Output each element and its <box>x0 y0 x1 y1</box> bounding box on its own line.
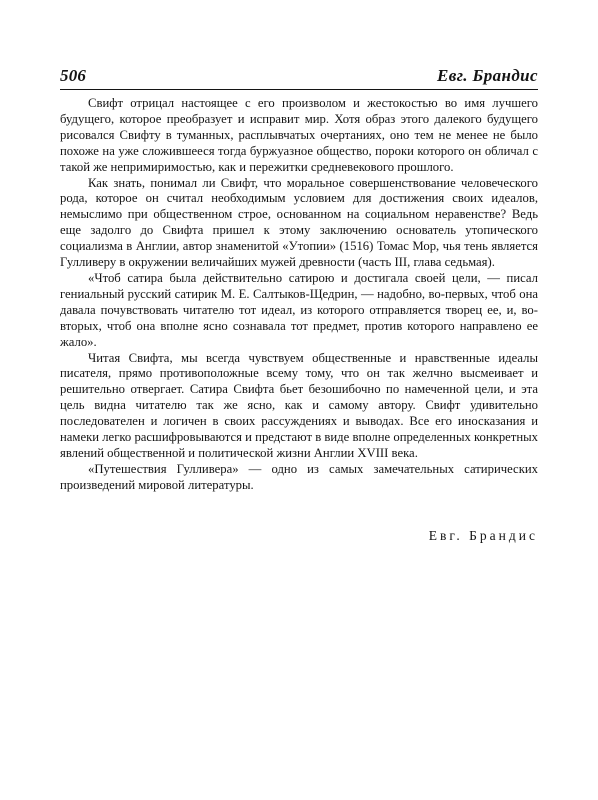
author-signature: Евг. Брандис <box>428 528 538 543</box>
paragraph-2: Как знать, понимал ли Свифт, что моральное совершенствование человеческого рода, которое он считал необходимым условием для достижения своих идеалов, немыслимо при общественном строе, основанном на социальном неравенстве? Ведь еще задолго до Свифта пришел к этому заключению основатель утопического социализма в Англии, автор знаменитой «Утопии» (1516) Томас Мор, чья тень является Гулливеру в окружении величайших мужей древности (часть III, глава седьмая). <box>60 175 538 270</box>
running-head: Евг. Брандис <box>437 66 538 85</box>
paragraph-1: Свифт отрицал настоящее с его произволом и жестокостью во имя лучшего будущего, которое преобразует и исправит мир. Хотя образ этого далекого будущего рисовался Свифту в туманных, расплывчатых очертаниях, оно тем не менее не было похоже на уже сложившееся тогда буржуазное общество, пороки которого он обличал с такой же непримиримостью, как и пережитки средневекового прошлого. <box>60 96 538 174</box>
paragraph-4: Читая Свифта, мы всегда чувствуем общественные и нравственные идеалы писателя, прямо противоположные всему тому, что он так желчно высмеивает и решительно отвергает. Сатира Свифта бьет безошибочно по намеченной цели, и эта цель видна читателю так же ясно, как и самому автору. Свифт удивительно последователен и логичен в своих рассуждениях и выводах. Все его иносказания и намеки легко расшифровываются и предстают в виде вполне определенных конкретных явлений общественной и политической жизни Англии XVIII века. <box>60 350 538 460</box>
body-text <box>60 96 538 494</box>
paragraph-5: «Путешествия Гулливера» — одно из самых замечательных сатирических произведений мировой литературы. <box>60 461 538 492</box>
page-header <box>60 66 538 88</box>
page-number: 506 <box>60 66 87 85</box>
header-rule <box>60 89 538 90</box>
paragraph-3-quote: «Чтоб сатира была действительно сатирою и достигала своей цели, — писал гениальный русский сатирик М. Е. Салтыков-Щедрин, — надобно, во-первых, чтоб она давала почувствовать читателю тот идеал, из которого отправляется творец ее, и, во-вторых, чтоб она вполне ясно сознавала тот предмет, против которого направлено ее жало». <box>60 270 538 349</box>
